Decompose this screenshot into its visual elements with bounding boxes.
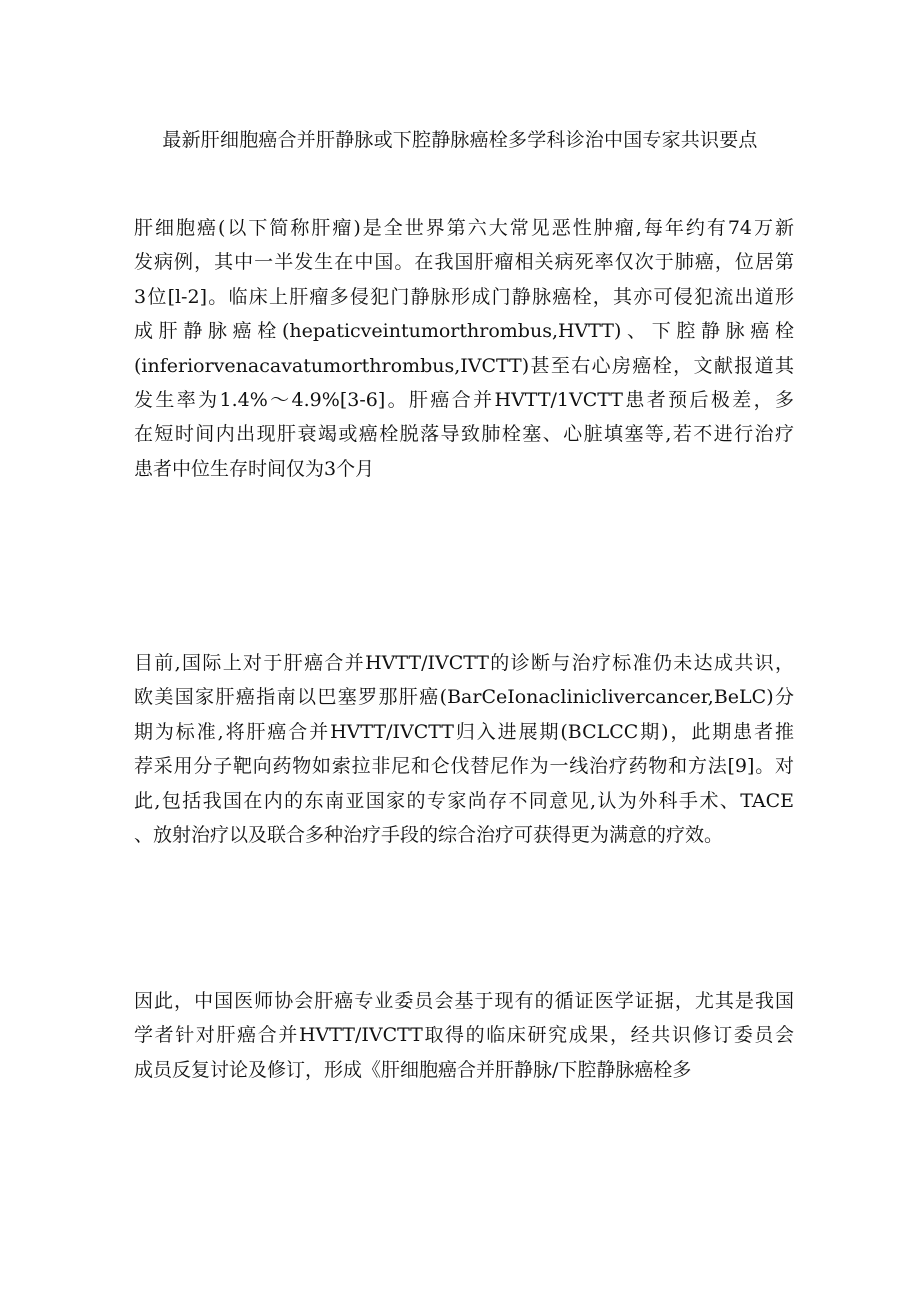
text-line: 3位[l-2]。临床上肝瘤多侵犯门静脉形成门静脉癌栓，其亦可侵犯流出道形 (134, 285, 794, 308)
paragraph-consensus (134, 984, 794, 1087)
text-line: 在短时间内出现肝衰竭或癌栓脱落导致肺栓塞、心脏填塞等,若不进行治疗 (134, 423, 794, 446)
text-line: 发病例，其中一半发生在中国。在我国肝瘤相关病死率仅次于肺癌，位居第 (134, 251, 794, 274)
document-title: 最新肝细胞癌合并肝静脉或下腔静脉癌栓多学科诊治中国专家共识要点 (162, 129, 758, 151)
paragraph-guidelines (134, 646, 794, 852)
text-line: 荐采用分子靶向药物如索拉非尼和仑伐替尼作为一线治疗药物和方法[9]。对 (134, 755, 794, 778)
text-line: 此,包括我国在内的东南亚国家的专家尚存不同意见,认为外科手术、TACE (134, 789, 794, 812)
text-line: 欧美国家肝癌指南以巴塞罗那肝癌(BarCeIonacliniclivercancer,BeLC)分 (134, 686, 794, 709)
text-line: 患者中位生存时间仅为3个月 (134, 457, 375, 480)
text-line: 肝细胞癌(以下简称肝瘤)是全世界第六大常见恶性肿瘤,每年约有74万新 (134, 217, 794, 239)
text-line: 期为标准,将肝癌合并HVTT/IVCTT归入进展期(BCLCC期)，此期患者推 (134, 720, 794, 743)
text-line: 学者针对肝癌合并HVTT/IVCTT取得的临床研究成果，经共识修订委员会 (134, 1024, 794, 1047)
paragraph-intro (134, 211, 794, 486)
text-line: 成肝静脉癌栓(hepaticveintumorthrombus,HVTT)、下腔静脉癌栓 (134, 320, 794, 343)
text-line: 、放射治疗以及联合多种治疗手段的综合治疗可获得更为满意的疗效。 (134, 823, 724, 846)
text-line: (inferiorvenacavatumorthrombus,IVCTT)甚至右心房癌栓，文献报道其 (134, 354, 794, 377)
text-line: 因此，中国医师协会肝癌专业委员会基于现有的循证医学证据，尤其是我国 (134, 990, 794, 1012)
text-line: 目前,国际上对于肝癌合并HVTT/IVCTT的诊断与治疗标准仍未达成共识， (134, 652, 794, 674)
text-line: 发生率为1.4%～4.9%[3-6]。肝癌合并HVTT/1VCTT患者预后极差，多 (134, 388, 794, 411)
text-line: 成员反复讨论及修订，形成《肝细胞癌合并肝静脉/下腔静脉癌栓多 (134, 1058, 692, 1081)
